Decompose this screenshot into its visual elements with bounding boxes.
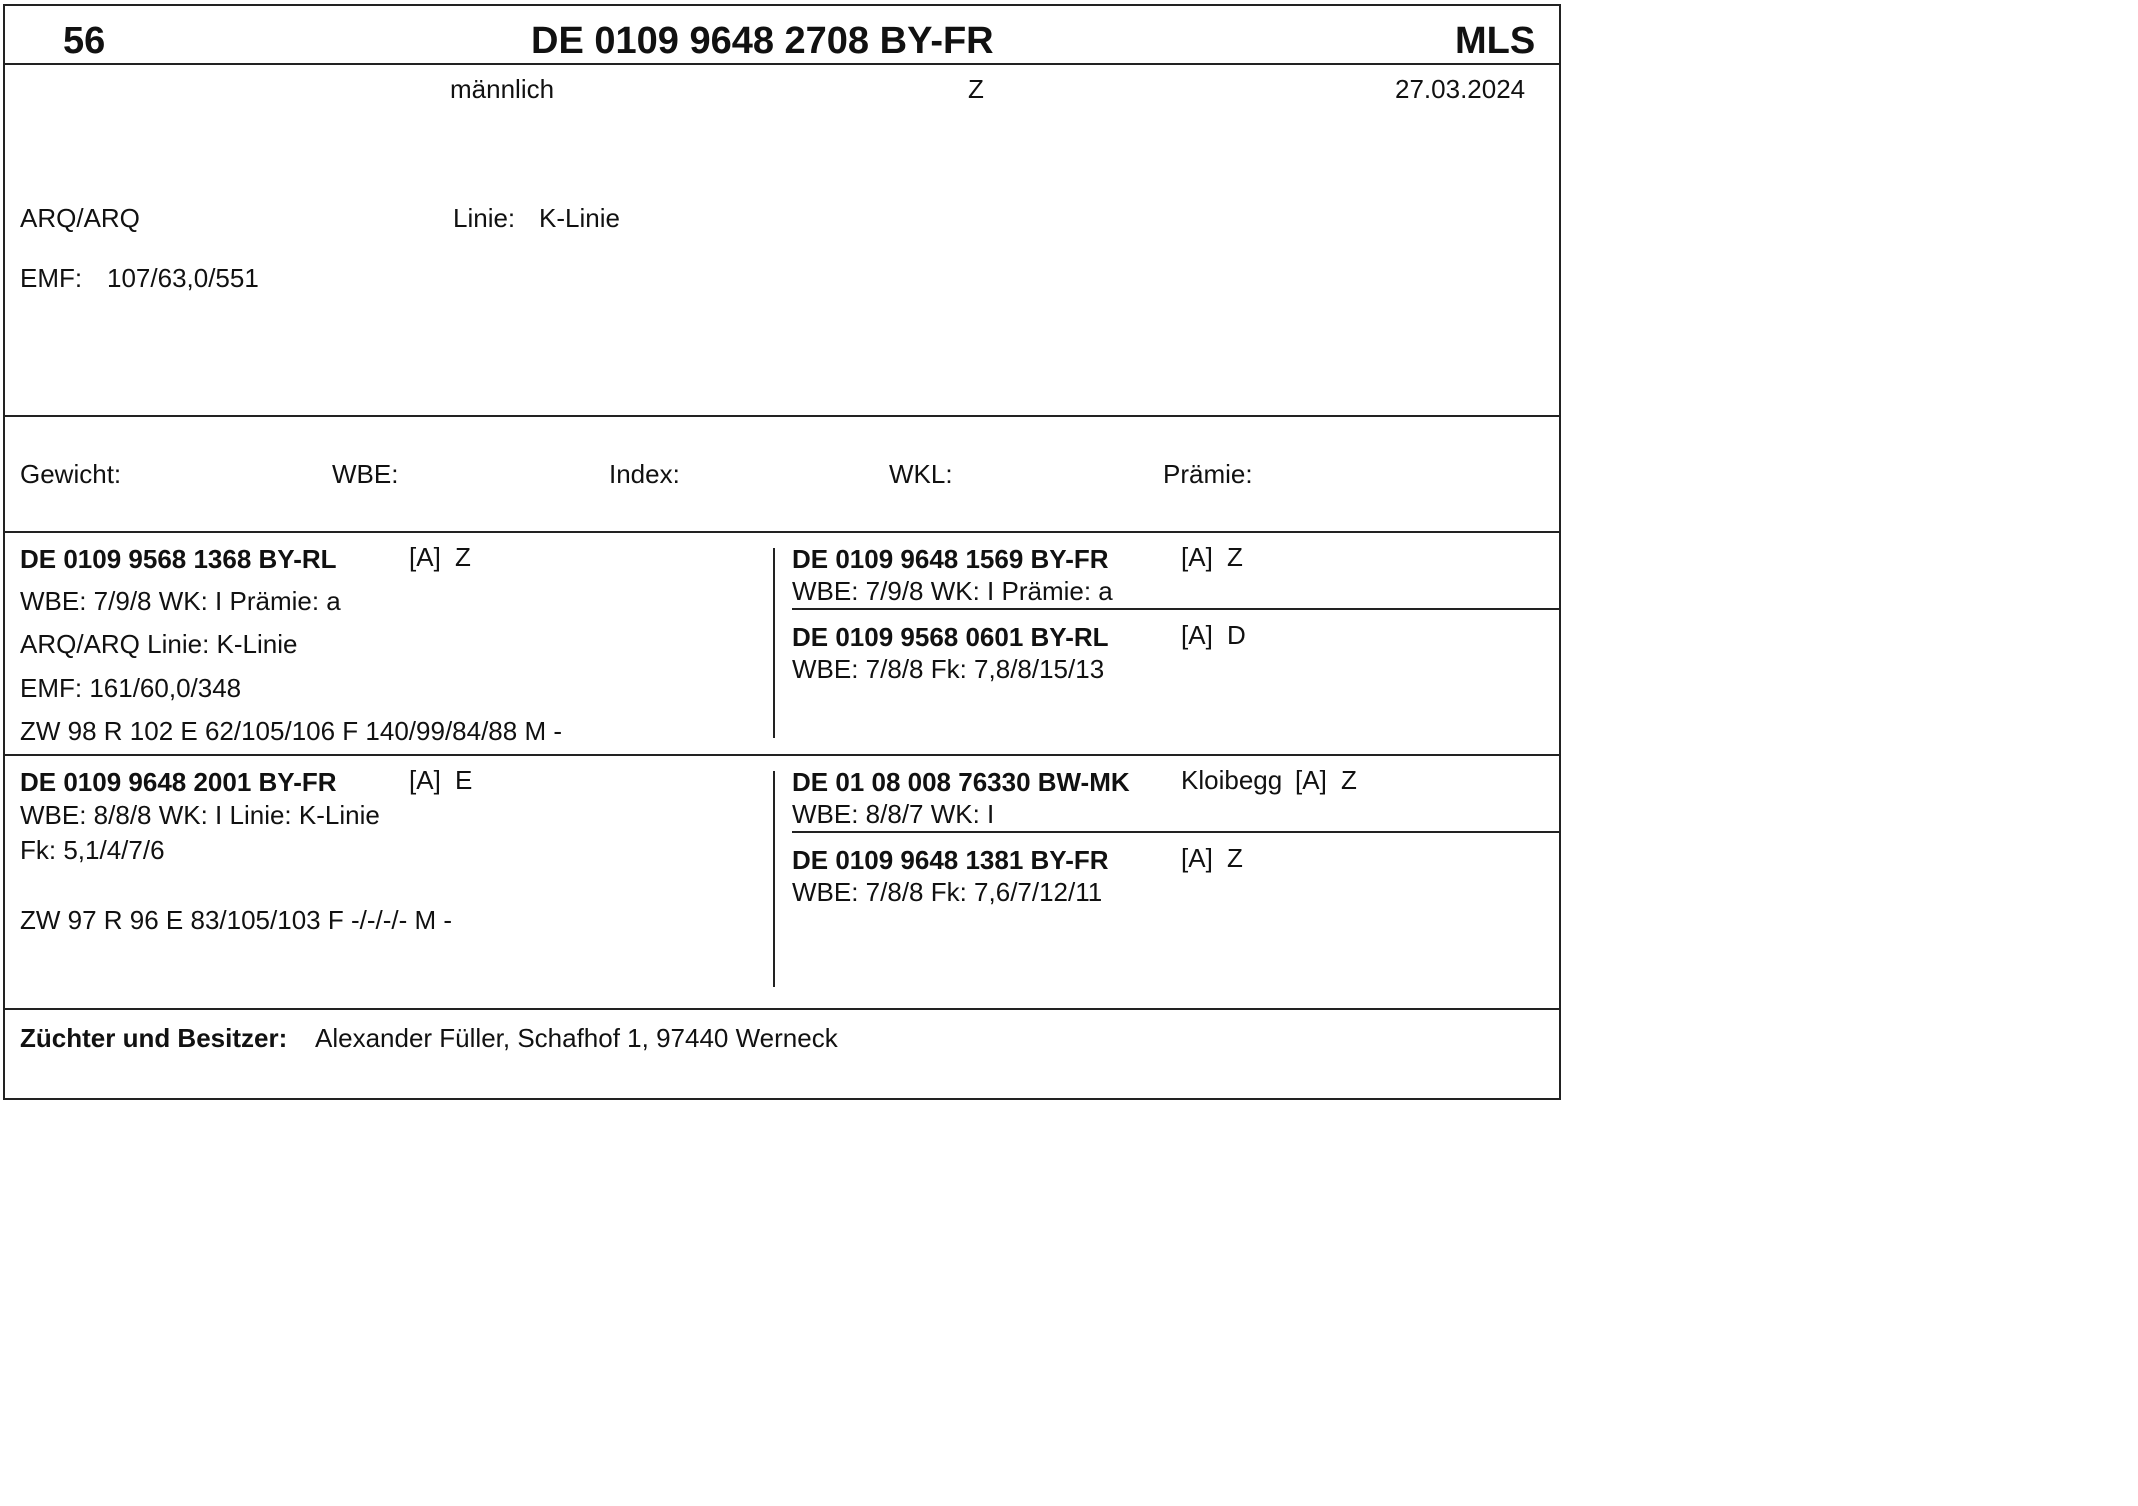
dam-sire-line1: WBE: 8/8/7 WK: I xyxy=(792,799,995,829)
dam-line1: WBE: 8/8/8 WK: I Linie: K-Linie xyxy=(20,800,380,830)
dam-sire-tag: [A] xyxy=(1295,765,1327,795)
divider xyxy=(5,415,1559,417)
emf-value: 107/63,0/551 xyxy=(107,263,259,293)
dam-sire-class: Z xyxy=(1341,765,1357,795)
herd-book-class: Z xyxy=(968,74,984,104)
dam-class: E xyxy=(455,765,473,795)
index-label: Index: xyxy=(609,459,680,489)
divider xyxy=(5,1008,1559,1010)
date: 27.03.2024 xyxy=(1395,74,1526,104)
wbe-label: WBE: xyxy=(332,459,399,489)
divider xyxy=(5,531,1559,533)
sire-sire-class: Z xyxy=(1227,542,1243,572)
dam-line2: Fk: 5,1/4/7/6 xyxy=(20,835,165,865)
scrapie-genotype: ARQ/ARQ xyxy=(20,203,140,233)
emf-label: EMF: xyxy=(20,263,83,293)
dam-line3: ZW 97 R 96 E 83/105/103 F -/-/-/- M - xyxy=(20,905,453,935)
breeder-label: Züchter und Besitzer: xyxy=(20,1023,288,1053)
sire-id: DE 0109 9568 1368 BY-RL xyxy=(20,544,337,574)
sire-sire-id: DE 0109 9648 1569 BY-FR xyxy=(792,544,1109,574)
sire-sire-line1: WBE: 7/9/8 WK: I Prämie: a xyxy=(792,576,1113,606)
divider xyxy=(5,754,1559,756)
dam-dam-id: DE 0109 9648 1381 BY-FR xyxy=(792,845,1109,875)
sire-dam-tag: [A] xyxy=(1181,620,1213,650)
sire-line4: ZW 98 R 102 E 62/105/106 F 140/99/84/88 M - xyxy=(20,716,562,746)
pedigree-card xyxy=(3,4,1561,1100)
line-label: Linie: xyxy=(453,203,516,233)
dam-dam-line1: WBE: 7/8/8 Fk: 7,6/7/12/11 xyxy=(792,877,1103,907)
sire-line2: ARQ/ARQ Linie: K-Linie xyxy=(20,629,298,659)
sire-line1: WBE: 7/9/8 WK: I Prämie: a xyxy=(20,586,341,616)
dam-id: DE 0109 9648 2001 BY-FR xyxy=(20,767,337,797)
divider xyxy=(5,63,1559,65)
wkl-label: WKL: xyxy=(889,459,953,489)
registration-number: DE 0109 9648 2708 BY-FR xyxy=(531,20,994,62)
breed: MLS xyxy=(1455,20,1536,62)
divider xyxy=(773,771,775,987)
breeder-value: Alexander Füller, Schafhof 1, 97440 Werneck xyxy=(315,1023,838,1053)
dam-sire-name: Kloibegg xyxy=(1181,765,1283,795)
sire-dam-line1: WBE: 7/8/8 Fk: 7,8/8/15/13 xyxy=(792,654,1105,684)
sire-sire-tag: [A] xyxy=(1181,542,1213,572)
sire-dam-id: DE 0109 9568 0601 BY-RL xyxy=(792,622,1109,652)
divider xyxy=(792,608,1561,610)
sire-dam-class: D xyxy=(1227,620,1246,650)
divider xyxy=(792,831,1561,833)
sire-class: Z xyxy=(455,542,471,572)
dam-tag: [A] xyxy=(409,765,441,795)
dam-dam-class: Z xyxy=(1227,843,1243,873)
divider xyxy=(773,548,775,738)
sire-line3: EMF: 161/60,0/348 xyxy=(20,673,242,703)
dam-sire-id: DE 01 08 008 76330 BW-MK xyxy=(792,767,1130,797)
dam-dam-tag: [A] xyxy=(1181,843,1213,873)
weight-label: Gewicht: xyxy=(20,459,122,489)
sire-tag: [A] xyxy=(409,542,441,572)
premium-label: Prämie: xyxy=(1163,459,1253,489)
sex: männlich xyxy=(450,74,555,104)
line-value: K-Linie xyxy=(539,203,620,233)
catalog-number: 56 xyxy=(63,20,106,62)
